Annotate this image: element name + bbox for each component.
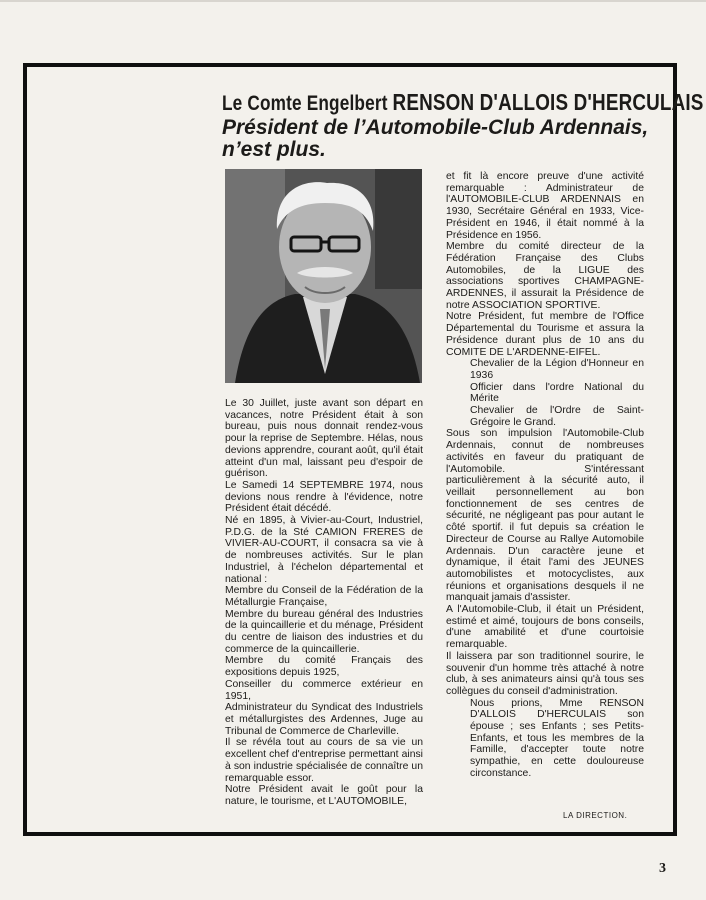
- article-title: [222, 89, 704, 161]
- right-text-column: [446, 171, 644, 780]
- honor-saint-gregoire: Chevalier de l'Ordre de Saint-Grégoire le Grand.: [470, 405, 644, 428]
- left-paragraph-7: Conseiller du commerce extérieur en 1951,: [225, 678, 423, 702]
- right-paragraph-8: A l'Automobile-Club, il était un Président, estimé et aimé, toujours de bons conseils, d'une amabilité et d'une courtoisie remarquable.: [446, 604, 644, 651]
- right-paragraph-2: Membre du comité directeur de la Fédération Française des Clubs Automobiles, de la LIGUE des associations sportives CHAMPAGNE-ARDENNES, il assurait la Présidence de notre ASSOCIATION SPORTIVE.: [446, 241, 644, 311]
- title-subtitle: Président de l’Automobile-Club Ardennais, n’est plus.: [222, 116, 649, 161]
- right-paragraph-1: et fit là encore preuve d'une activité remarquable : Administrateur de l'AUTOMOBILE-CLUB ARDENNAIS en 1930, Secrétaire Général en 1933, Vice-Président en 1946, il était nommé à la Présidence en 1956.: [446, 171, 644, 241]
- right-paragraph-9: Il laissera par son traditionnel sourire, le souvenir d'un homme très attaché à notre club, à ses animateurs ainsi qu'à tous ses collègues du conseil d'administration.: [446, 650, 644, 697]
- left-paragraph-4: Membre du Conseil de la Fédération de la Métallurgie Française,: [225, 585, 423, 608]
- honor-merite: Officier dans l'ordre National du Mérite: [470, 381, 644, 405]
- honor-legion: Chevalier de la Légion d'Honneur en 1936: [470, 358, 644, 381]
- right-paragraph-3: Notre Président, fut membre de l'Office Départemental du Tourisme et assura la Présidence durant plus de 10 ans du COMITE DE L'ARDENNE-EIFEL.: [446, 311, 644, 358]
- signature: LA DIRECTION.: [563, 811, 628, 820]
- right-paragraph-7: Sous son impulsion l'Automobile-Club Ardennais, connut de nombreuses activités en faveur du pratiquant de l'Automobile. S'intéressant particulièrement à la sécurité auto, il veillait personnellement au bon fonctionnement de ses centres de sécurité, ne négligeant pas pour autant le côté sportif. il fut depuis sa création le Directeur de Course au Rallye Automobile Ardennais. D'un caractère jeune et dynamique, il était l'ami des JEUNES automobilistes et motocyclistes, aux réunions et organisations desquels il ne manquait jamais d'assister.: [446, 428, 644, 604]
- left-paragraph-10: Notre Président avait le goût pour la nature, le tourisme, et L'AUTOMOBILE,: [225, 784, 423, 807]
- portrait-drawing: [225, 169, 422, 383]
- page-top-rule: [0, 0, 706, 2]
- title-name: RENSON D'ALLOIS D'HERCULAIS: [392, 89, 704, 115]
- left-paragraph-8: Administrateur du Syndicat des Industriels et métallurgistes des Ardennes, Juge au Tribunal de Commerce de Charleville.: [225, 702, 423, 737]
- left-text-column: [225, 398, 423, 808]
- left-paragraph-1: Le 30 Juillet, juste avant son départ en vacances, notre Président était à son bureau, puis nous donnait rendez-vous pour la reprise de Septembre. Hélas, nous devions apprendre, courant août, qu'il était atteint d'un mal, laissant peu d'espoir de guérison.: [225, 398, 423, 480]
- left-paragraph-5: Membre du bureau général des Industries de la quincaillerie et du ménage, Président du centre de liaison des industries et du commerce de la quincaillerie.: [225, 608, 423, 655]
- condolence-paragraph: Nous prions, Mme RENSON D'ALLOIS D'HERCULAIS son épouse ; ses Enfants ; ses Petits-Enfants, et tous les membres de la Famille, d'accepter toute notre sympathie, en cette douloureuse circonstance.: [470, 697, 644, 779]
- title-prefix: Le Comte Engelbert: [222, 92, 393, 115]
- left-paragraph-2: Le Samedi 14 SEPTEMBRE 1974, nous devions nous rendre à l'évidence, notre Président était décédé.: [225, 479, 423, 515]
- left-paragraph-3: Né en 1895, à Vivier-au-Court, Industriel, P.D.G. de la Sté CAMION FRERES de VIVIER-AU-COURT, il consacra sa vie à de nombreuses activités. Sur le plan Industriel, à l'échelon départemental et national :: [225, 515, 423, 585]
- left-paragraph-6: Membre du comité Français des expositions depuis 1925,: [225, 655, 423, 679]
- left-paragraph-9: Il se révéla tout au cours de sa vie un excellent chef d'entreprise permettant ainsi à son industrie spécialisée de connaître un remarquable essor.: [225, 737, 423, 784]
- portrait-photo: [225, 169, 422, 383]
- page-number: 3: [659, 861, 666, 876]
- title-line-1: [222, 89, 704, 117]
